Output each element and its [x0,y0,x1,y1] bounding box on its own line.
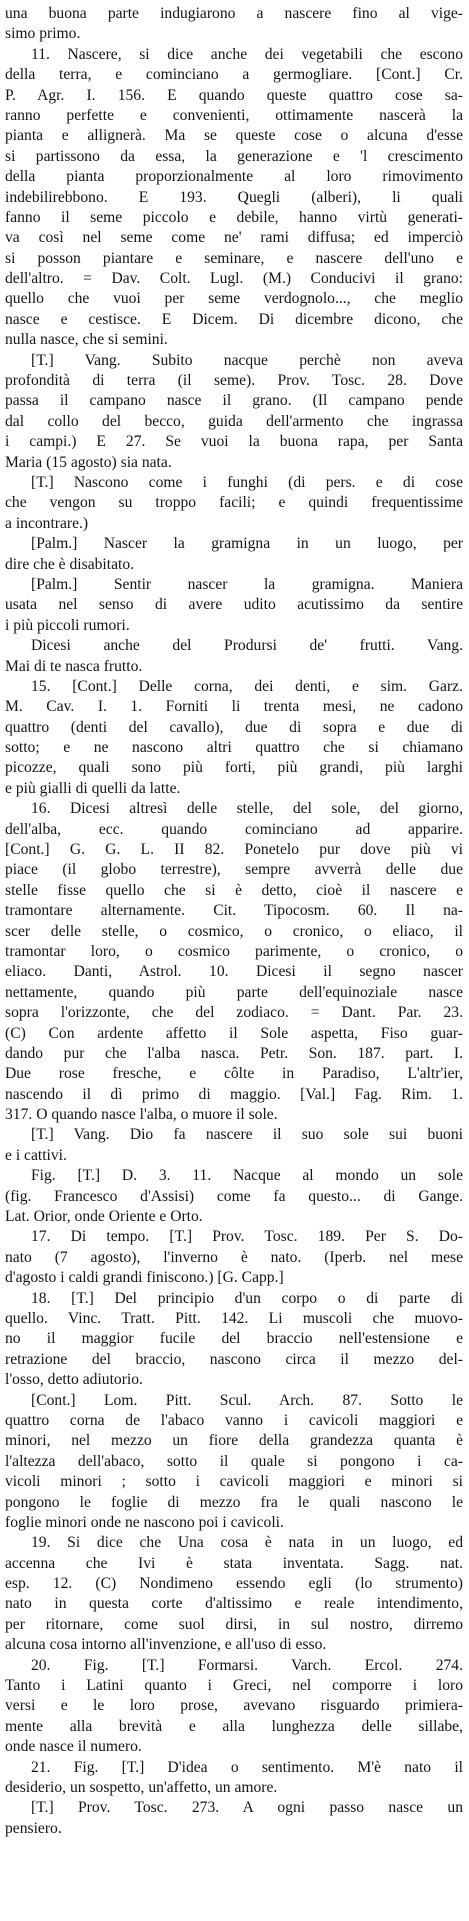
text-line: i campi.) E 27. Se vuoi la buona rapa, per Santa [5,433,463,451]
text-line: indebilirebbono. E 193. Quegli (alberi), li quali [5,188,463,206]
text-line: onde nasce il numero. [5,1738,142,1756]
text-line: e più gialli di quelli da latte. [5,779,181,797]
text-line: che vengon su troppo facili; e quindi frequentissime [5,494,463,512]
text-line: d'agosto i caldi grandi finiscono.) [G. Capp.] [5,1269,284,1287]
text-line: per ritornare, come suol dirsi, in sul nostro, dirremo [5,1615,463,1633]
text-line: profondità di terra (il seme). Prov. Tosc. 28. Dove [5,372,463,390]
text-line: eliaco. Danti, Astrol. 10. Dicesi il segno nascer [5,963,463,981]
text-line: si posson piantare e seminare, e nascere dell'uno e [5,249,463,267]
text-line: l'osso, detto adiutorio. [5,1371,143,1389]
text-line: Dicesi anche del Prodursi de' frutti. Vang. [31,637,463,655]
text-line: foglie minori onde ne nascono poi i cavicoli. [5,1513,284,1531]
text-line: accenna che Ivi è stata inventata. Sagg. nat. [5,1554,463,1572]
text-line: nato in questa corte d'altissimo e reale intendimento, [5,1595,463,1613]
text-line: 20. Fig. [T.] Formarsi. Varch. Ercol. 274. [31,1656,463,1674]
text-line: nettamente, quando più parte dell'equinoziale nasce [5,983,463,1001]
text-line: [T.] Nascono come i funghi (di pers. e di cose [31,473,463,491]
text-line: nasce e cestisce. E Dicem. Di dicembre dicono, che [5,310,463,328]
text-line: tramontare alternamente. Cit. Tipocosm. 60. Il na- [5,902,463,920]
text-line: esp. 12. (C) Nondimeno essendo egli (lo strumento) [5,1575,463,1593]
text-line: a incontrare.) [5,514,89,532]
text-line: una buona parte indugiarono a nascere fino al vige- [5,5,463,22]
text-line: va così nel seme come ne' rami diffusa; ed imperciò [5,229,463,247]
text-line: ranno perfette e convenienti, ottimamente nascerà la [5,106,463,124]
text-line: nato (7 agosto), l'inverno è nato. (Iperb. nel mese [5,1248,463,1266]
text-line: sotto; e ne nascono altri quattro che si chiamano [5,739,463,757]
text-line: Fig. [T.] D. 3. 11. Nacque al mondo un sole [31,1167,463,1185]
text-line: 19. Si dice che Una cosa è nata in un luogo, ed [31,1534,463,1552]
text-line: mente alla brevità e alla lunghezza delle sillabe, [5,1717,463,1735]
text-line: [Cont.] Lom. Pitt. Scul. Arch. 87. Sotto le [31,1391,463,1409]
text-line: dell'alba, ecc. quando cominciano ad apparire. [5,820,463,838]
text-line: [T.] Prov. Tosc. 273. A ogni passo nasce un [31,1799,463,1817]
text-line: 16. Dicesi altresì delle stelle, del sole, del giorno, [31,800,463,818]
text-line: quello che vuoi per seme verdognolo..., che meglio [5,290,463,308]
text-line: dal collo del becco, guida dell'armento che ingrassa [5,412,463,430]
text-line: scer delle stelle, o cosmico, o cronico, o eliaco, il [5,922,463,940]
text-line: M. Cav. I. 1. Forniti li trenta mesi, ne cadono [5,698,463,716]
text-line: dell'altro. = Dav. Colt. Lugl. (M.) Conducivi il grano: [5,270,463,288]
text-line: [Palm.] Nascer la gramigna in un luogo, per [31,535,463,553]
text-line: e i cattivi. [5,1146,67,1164]
text-line: quattro (denti del cavallo), due di sopra e due di [5,718,463,736]
text-line: Due rose fresche, e côlte in Paradiso, L'altr'ier, [5,1065,463,1083]
text-line: 11. Nascere, si dice anche dei vegetabili che escono [31,45,463,63]
text-line: quattro corna de l'abaco vanno i cavicoli maggiori e [5,1411,463,1429]
text-line: [T.] Vang. Dio fa nascere il suo sole sui buoni [31,1126,463,1144]
text-line: 18. [T.] Del principio d'un corpo o di parte di [31,1289,463,1307]
text-line: usata nel senso di avere udito acutissimo da sentire [5,596,463,614]
text-line: vicoli minori ; sotto i cavicoli maggiori e minori si [5,1473,463,1491]
text-line: [Palm.] Sentir nascer la gramigna. Maniera [31,575,463,593]
text-line: P. Agr. I. 156. E quando queste quattro cose sa- [5,86,463,104]
text-line: (C) Con ardente affetto il Sole aspetta, Fiso guar- [5,1024,463,1042]
text-line: piace (il globo terrestre), sempre avverrà delle due [5,861,463,879]
text-line: fanno il seme piccolo e debile, hanno virtù generati- [5,208,463,226]
text-line: Maria (15 agosto) sia nata. [5,453,172,471]
text-line: retrazione del braccio, nascono circa il mezzo del- [5,1350,463,1368]
entry-text [5,4,463,1839]
text-line: passa il campano nasce il grano. (Il campano pende [5,392,463,410]
text-line: desiderio, un sospetto, un'affetto, un amore. [5,1778,278,1796]
text-line: i più piccoli rumori. [5,616,130,634]
text-line: quello. Vinc. Tratt. Pitt. 142. Li muscoli che muovo- [5,1310,463,1327]
text-line: minori, nel mezzo un fiore della grandezza quanta è [5,1432,463,1450]
text-line: stelle fisse quello che si è detto, cioè il nascere e [5,881,463,899]
text-line: pianta e allignerà. Ma se queste cose o alcuna d'esse [5,127,463,145]
text-line: dando pur che l'alba nasca. Petr. Son. 187. part. I. [5,1044,463,1062]
text-line: [Cont.] G. G. L. II 82. Ponetelo pur dove più vi [5,841,463,859]
text-line: l'altezza dell'abaco, sotto il quale si pongono i ca- [5,1452,463,1470]
text-line: 317. O quando nasce l'alba, o muore il sole. [5,1106,278,1124]
text-line: versi e le loro prose, avevano risguardo primiera- [5,1697,463,1715]
text-line: 21. Fig. [T.] D'idea o sentimento. M'è nato il [31,1758,463,1776]
text-line: no il maggior fucile del braccio nell'estensione e [5,1330,463,1348]
text-line: della terra, e cominciano a germogliare. [Cont.] Cr. [5,66,463,84]
text-line: simo primo. [5,25,81,43]
text-line: nulla nasce, che si semini. [5,331,168,349]
text-line: 17. Di tempo. [T.] Prov. Tosc. 189. Per S. Do- [31,1228,463,1246]
text-line: della pianta proporzionalmente al loro rimovimento [5,168,463,186]
text-line: picozze, quali sono più forti, più grandi, più larghi [5,759,463,777]
text-line: pongono le foglie di mezzo fra le quali nascono le [5,1493,463,1511]
text-line: sopra l'orizzonte, che del zodiaco. = Dant. Par. 23. [5,1004,463,1022]
text-line: [T.] Vang. Subito nacque perchè non aveva [31,351,463,369]
text-line: dire che è disabitato. [5,555,135,573]
text-line: (fig. Francesco d'Assisi) come fa questo... di Gange. [5,1187,463,1205]
text-line: alcuna cosa intorno all'invenzione, e all'uso di esso. [5,1636,327,1654]
text-line: tramontar loro, o cosmico parimente, o cronico, o [5,942,463,960]
text-line: nascendo il dì primo di maggio. [Val.] Fag. Rim. 1. [5,1085,463,1103]
text-line: Lat. Orior, onde Oriente e Orto. [5,1208,203,1226]
text-line: Mai di te nasca frutto. [5,657,143,675]
text-line: si partissono da essa, la generazione e 'l crescimento [5,147,463,165]
text-line: 15. [Cont.] Delle corna, dei denti, e sim. Garz. [31,677,463,695]
text-line: pensiero. [5,1819,62,1837]
text-line: Tanto i Latini quanto i Greci, nel comporre i loro [5,1677,463,1695]
